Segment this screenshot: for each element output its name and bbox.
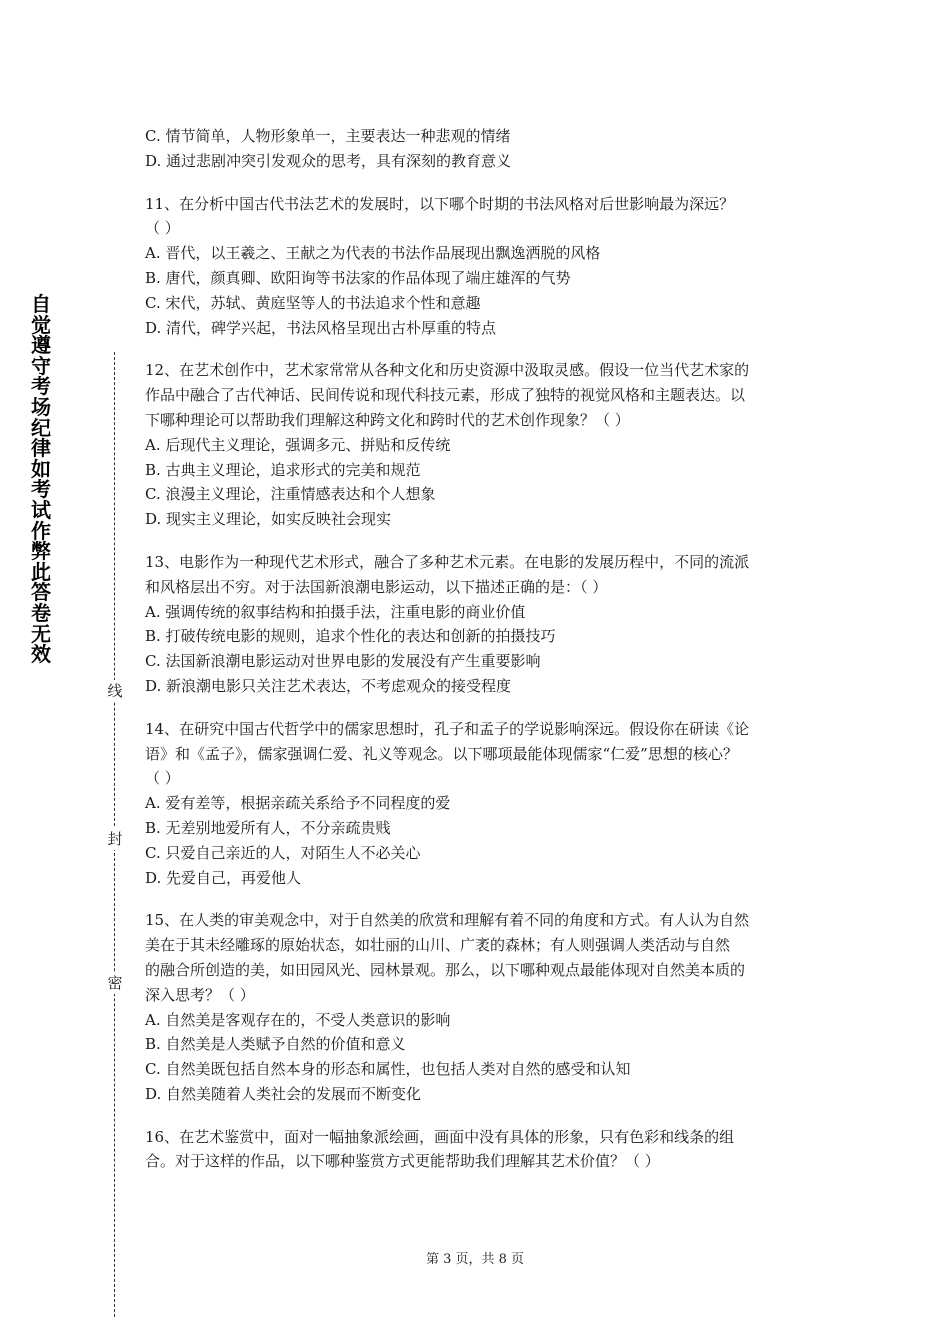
page-footer: 第 3 页，共 8 页 [425, 1252, 525, 1267]
binding-mark-seal: 封 [104, 828, 126, 850]
question-option: D. 自然美随着人类社会的发展而不断变化 [145, 1084, 422, 1103]
question-option: B. 古典主义理论，追求形式的完美和规范 [145, 460, 421, 479]
question-option: C. 法国新浪潮电影运动对世界电影的发展没有产生重要影响 [145, 652, 541, 671]
question-stem-line: 语》和《孟子》，儒家强调仁爱、礼义等观念。以下哪项最能体现儒家“仁爱”思想的核心？ [145, 744, 738, 763]
question-stem-line: （ ） [145, 219, 180, 238]
question-option: A. 后现代主义理论，强调多元、拼贴和反传统 [145, 435, 451, 454]
question-option: D. 现实主义理论，如实反映社会现实 [145, 510, 392, 529]
question-block [145, 358, 810, 532]
question-option: A. 自然美是客观存在的，不受人类意识的影响 [145, 1010, 451, 1029]
question-block [145, 124, 810, 174]
question-stem-line: 13、电影作为一种现代艺术形式，融合了多种艺术元素。在电影的发展历程中，不同的流派 [145, 552, 750, 571]
question-stem-line: 的融合所创造的美，如田园风光、园林景观。那么，以下哪种观点最能体现对自然美本质的 [145, 960, 746, 979]
question-stem-line: 作品中融合了古代神话、民间传说和现代科技元素，形成了独特的视觉风格和主题表达。以 [145, 386, 746, 405]
exam-discipline-notice: 自觉遵守考场纪律如考试作弊此答卷无效 [31, 292, 51, 667]
question-option: A. 晋代，以王羲之、王献之为代表的书法作品展现出飘逸洒脱的风格 [145, 244, 601, 263]
question-list [145, 124, 810, 1192]
question-option: C. 只爱自己亲近的人，对陌生人不必关心 [145, 843, 421, 862]
question-option: D. 新浪潮电影只关注艺术表达，不考虑观众的接受程度 [145, 676, 512, 695]
question-stem-line: 11、在分析中国古代书法艺术的发展时，以下哪个时期的书法风格对后世影响最为深远？ [145, 194, 735, 213]
question-option: A. 强调传统的叙事结构和拍摄手法，注重电影的商业价值 [145, 602, 526, 621]
question-option: D. 先爱自己，再爱他人 [145, 868, 302, 887]
question-stem-line: 下哪种理论可以帮助我们理解这种跨文化和跨时代的艺术创作现象？（ ） [145, 410, 630, 429]
question-stem-line: 深入思考？（ ） [145, 985, 255, 1004]
question-stem-line: 14、在研究中国古代哲学中的儒家思想时，孔子和孟子的学说影响深远。假设你在研读《论 [145, 719, 750, 738]
question-option: B. 打破传统电影的规则，追求个性化的表达和创新的拍摄技巧 [145, 627, 556, 646]
question-stem-line: 16、在艺术鉴赏中，面对一幅抽象派绘画，画面中没有具体的形象，只有色彩和线条的组 [145, 1127, 735, 1146]
question-block [145, 908, 810, 1106]
question-stem-line: 和风格层出不穷。对于法国新浪潮电影运动，以下描述正确的是：（ ） [145, 577, 608, 596]
question-option: B. 自然美是人类赋予自然的价值和意义 [145, 1035, 406, 1054]
question-block [145, 550, 810, 699]
question-block [145, 1125, 810, 1175]
question-option: B. 无差别地爱所有人，不分亲疏贵贱 [145, 818, 391, 837]
question-option: C. 宋代，苏轼、黄庭坚等人的书法追求个性和意趣 [145, 293, 481, 312]
question-option: A. 爱有差等，根据亲疏关系给予不同程度的爱 [145, 794, 451, 813]
question-stem-line: 合。对于这样的作品，以下哪种鉴赏方式更能帮助我们理解其艺术价值？（ ） [145, 1152, 660, 1171]
question-option: C. 情节简单，人物形象单一，主要表达一种悲观的情绪 [145, 127, 511, 145]
question-option: D. 清代，碑学兴起，书法风格呈现出古朴厚重的特点 [145, 318, 497, 337]
question-option: C. 自然美既包括自然本身的形态和属性，也包括人类对自然的感受和认知 [145, 1060, 631, 1079]
question-option: B. 唐代，颜真卿、欧阳询等书法家的作品体现了端庄雄浑的气势 [145, 268, 571, 287]
question-option: D. 通过悲剧冲突引发观众的思考，具有深刻的教育意义 [145, 151, 512, 170]
question-stem-line: （ ） [145, 769, 180, 788]
binding-mark-secret: 密 [104, 972, 126, 994]
question-stem-line: 12、在艺术创作中，艺术家常常从各种文化和历史资源中汲取灵感。假设一位当代艺术家的 [145, 361, 750, 380]
question-stem-line: 美在于其未经雕琢的原始状态，如壮丽的山川、广袤的森林；有人则强调人类活动与自然 [145, 936, 731, 955]
question-option: C. 浪漫主义理论，注重情感表达和个人想象 [145, 485, 436, 504]
question-block [145, 717, 810, 891]
question-block [145, 192, 810, 341]
question-stem-line: 15、在人类的审美观念中，对于自然美的欣赏和理解有着不同的角度和方式。有人认为自然 [145, 911, 750, 930]
binding-mark-line: 线 [104, 680, 126, 702]
